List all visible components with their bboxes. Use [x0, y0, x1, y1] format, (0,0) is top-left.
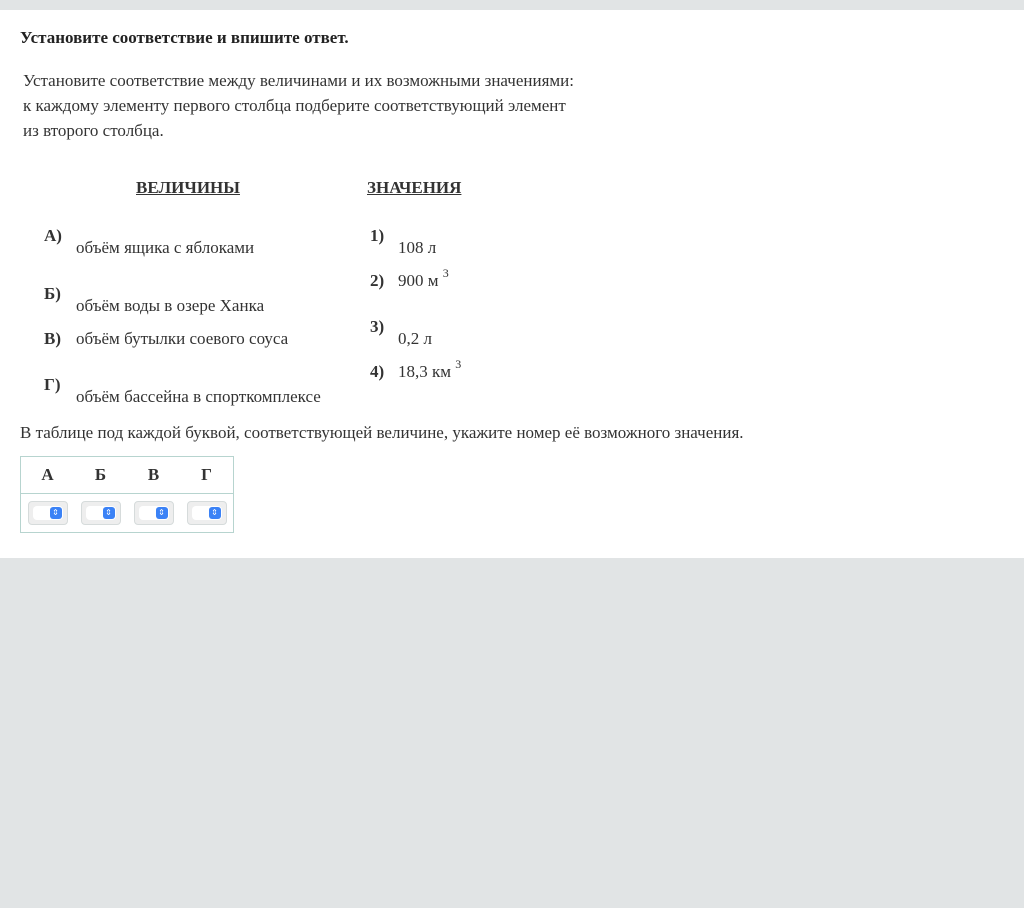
answer-cell-b: [74, 494, 127, 533]
value-item-1: [398, 238, 436, 258]
quantity-item-b: объём воды в озере Ханка: [76, 296, 265, 315]
value-item-4: [398, 357, 462, 382]
value-exponent: 3: [442, 266, 449, 281]
value-number-3: 3): [370, 317, 385, 336]
updown-chevron-icon: ⇕: [209, 507, 221, 519]
value-number-1: 1): [370, 226, 385, 245]
intro-line: Установите соответствие между величинами и их возможными значениями:: [23, 71, 574, 90]
answer-header-g: Г: [180, 457, 234, 494]
intro-line: из второго столбца.: [23, 121, 164, 140]
quantity-item-g: объём бассейна в спорткомплексе: [76, 387, 321, 406]
answer-header-v: В: [127, 457, 180, 494]
quantity-letter-b: Б): [44, 284, 61, 303]
answer-cell-v: [127, 494, 180, 533]
updown-chevron-icon: ⇕: [156, 507, 168, 519]
answer-select-a[interactable]: [28, 501, 68, 525]
quantities-column-title: ВЕЛИЧИНЫ: [136, 178, 240, 197]
answer-table: [20, 456, 234, 533]
answer-select-g[interactable]: [187, 501, 227, 525]
value-exponent: 3: [455, 357, 462, 372]
answer-select-b[interactable]: [81, 501, 121, 525]
answer-cell-g: [180, 494, 234, 533]
answer-cell-a: [21, 494, 75, 533]
answer-header-b: Б: [74, 457, 127, 494]
answer-select-row: [21, 494, 234, 533]
quantity-letter-g: Г): [44, 375, 61, 394]
quantity-item-a: объём ящика с яблоками: [76, 238, 255, 257]
answer-instruction: В таблице под каждой буквой, соответствующей величине, укажите номер её возможного значения.: [20, 423, 744, 442]
value-text: 108 л: [398, 238, 437, 257]
value-number-2: 2): [370, 271, 385, 290]
value-text: 18,3 км: [398, 362, 452, 381]
answer-select-v[interactable]: [134, 501, 174, 525]
task-intro: [23, 68, 643, 143]
updown-chevron-icon: ⇕: [103, 507, 115, 519]
task-heading: Установите соответствие и впишите ответ.: [20, 28, 349, 47]
answer-header-a: А: [21, 457, 75, 494]
value-item-3: [398, 329, 432, 349]
values-column-title: ЗНАЧЕНИЯ: [367, 178, 462, 197]
answer-header-row: [21, 457, 234, 494]
value-text: 900 м: [398, 271, 439, 290]
intro-line: к каждому элементу первого столбца подберите соответствующий элемент: [23, 96, 566, 115]
updown-chevron-icon: ⇕: [50, 507, 62, 519]
quantity-item-v: объём бутылки соевого соуса: [76, 329, 289, 348]
value-text: 0,2 л: [398, 329, 432, 348]
quantity-letter-v: В): [44, 329, 61, 348]
task-panel: [0, 10, 1024, 558]
value-item-2: [398, 266, 449, 291]
value-number-4: 4): [370, 362, 385, 381]
quantity-letter-a: А): [44, 226, 62, 245]
